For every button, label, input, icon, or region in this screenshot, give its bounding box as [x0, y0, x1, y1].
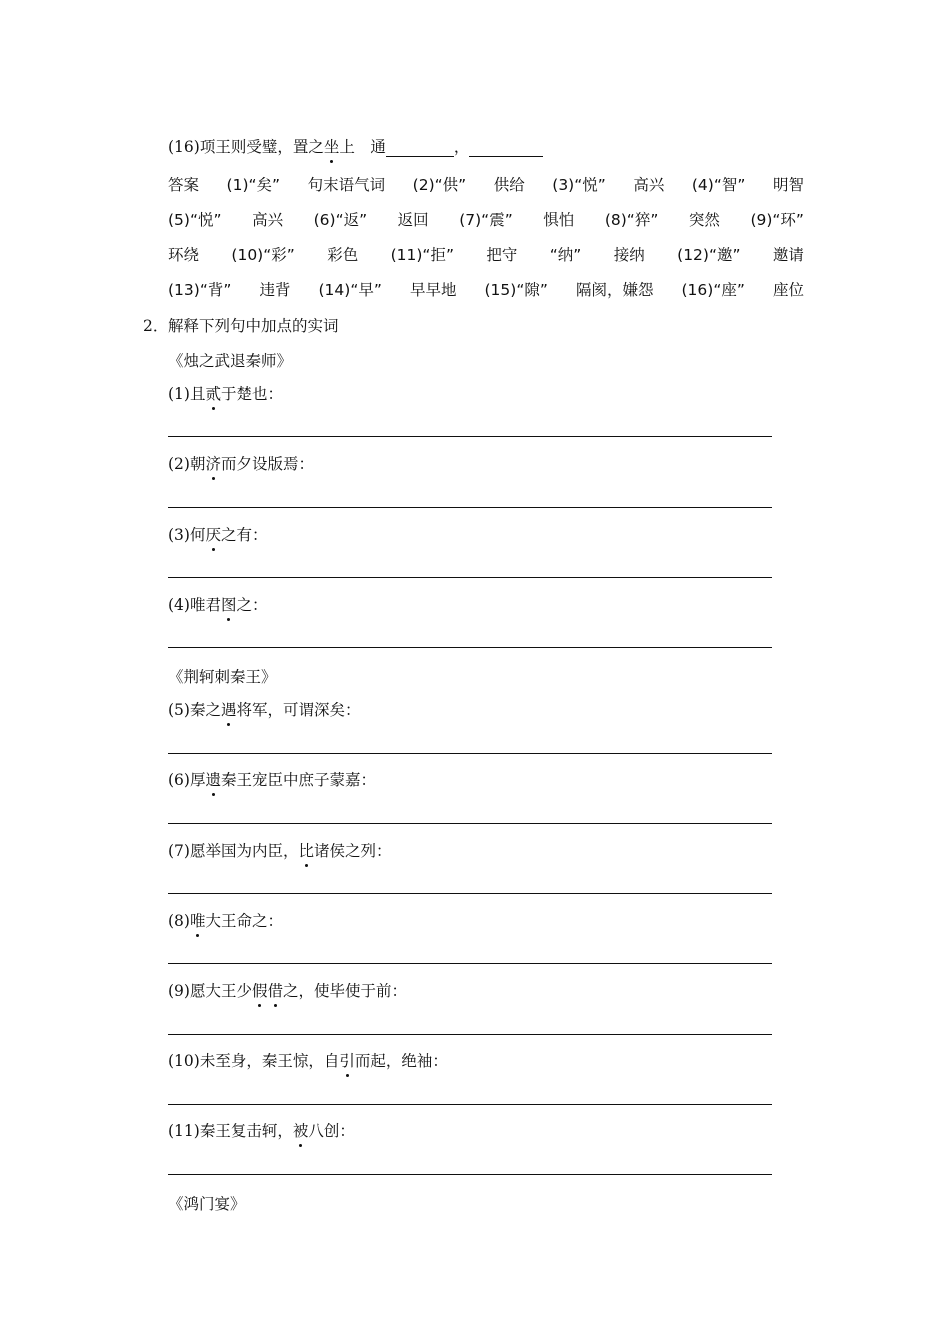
answer-item: 把守 — [486, 246, 518, 264]
question-text-pre: (3)何 — [168, 526, 206, 544]
answer-item: (5)“悦” — [168, 211, 222, 229]
dotted-char: 唯 — [189, 912, 206, 930]
answer-line[interactable] — [168, 963, 772, 964]
group-title: 《烛之武退秦师》 — [168, 352, 293, 370]
answer-line[interactable] — [168, 823, 772, 824]
question-text-post: 诸侯之列： — [313, 842, 392, 860]
dotted-char: 遗 — [205, 771, 221, 789]
group-title: 《鸿门宴》 — [168, 1195, 246, 1213]
section-2-number: 2． — [143, 317, 169, 335]
question-text-pre: (8) — [168, 912, 190, 930]
dotted-char: 借 — [267, 982, 283, 1000]
answer-item: 高兴 — [252, 211, 284, 229]
answer-line[interactable] — [168, 893, 772, 894]
answer-item: (2)“供” — [412, 176, 467, 194]
question-item — [168, 700, 361, 720]
question-text-pre: (1)且 — [168, 385, 206, 403]
answer-item: 早早地 — [409, 281, 457, 299]
dotted-char: 贰 — [205, 385, 221, 403]
group-title: 《荆轲刺秦王》 — [168, 668, 277, 686]
question-16 — [168, 137, 543, 157]
answer-item: 供给 — [493, 176, 525, 194]
answer-item: 明智 — [772, 176, 804, 194]
answer-item: 邀请 — [772, 246, 804, 264]
section-2-title: 解释下列句中加点的实词 — [168, 317, 339, 335]
answer-item: 惧怕 — [543, 211, 575, 229]
question-item — [168, 525, 268, 545]
answer-row-3 — [168, 245, 804, 265]
question-text-pre: (6)厚 — [168, 771, 206, 789]
answer-item: (9)“环” — [750, 211, 804, 229]
dotted-char: 遇 — [220, 701, 237, 719]
question-item — [168, 841, 392, 861]
answer-item: “纳” — [549, 246, 582, 264]
answer-line[interactable] — [168, 1104, 772, 1105]
answer-item: 返回 — [397, 211, 429, 229]
answer-item: (4)“智” — [691, 176, 746, 194]
question-text-post: 之： — [236, 596, 268, 614]
answer-item: 高兴 — [633, 176, 665, 194]
question-text-pre: (10)未至身，秦王惊，自 — [168, 1052, 340, 1070]
question-text-pre: (7)愿举国为内臣， — [168, 842, 299, 860]
answer-line[interactable] — [168, 753, 772, 754]
question-text-pre: (4)唯君 — [168, 596, 221, 614]
question-text-post: 八创： — [308, 1122, 355, 1140]
dotted-char: 厌 — [205, 526, 221, 544]
answer-item: 突然 — [688, 211, 720, 229]
question-text-post: 秦王宠臣中庶子蒙嘉： — [220, 771, 376, 789]
question-item — [168, 1121, 355, 1141]
answer-line[interactable] — [168, 436, 772, 437]
question-item — [168, 981, 407, 1001]
answer-item: 接纳 — [613, 246, 645, 264]
answer-item: (11)“拒” — [390, 246, 454, 264]
answer-item: (14)“早” — [318, 281, 382, 299]
question-text-post: 将军，可谓深矣： — [236, 701, 361, 719]
answer-item: (7)“震” — [459, 211, 513, 229]
answer-line[interactable] — [168, 577, 772, 578]
dotted-char: 被 — [292, 1122, 309, 1140]
question-item — [168, 770, 376, 790]
answer-item: 隔阂，嫌怨 — [575, 281, 654, 299]
q16-blank-2[interactable] — [469, 140, 543, 157]
answer-item: 违背 — [259, 281, 291, 299]
answer-item: (8)“猝” — [604, 211, 659, 229]
answer-row-2 — [168, 210, 804, 230]
dotted-char: 比 — [298, 842, 314, 860]
question-text-post: 于楚也： — [220, 385, 283, 403]
answer-item: (10)“彩” — [231, 246, 295, 264]
question-text-pre: (11)秦王复击轲， — [168, 1122, 293, 1140]
question-item — [168, 595, 268, 615]
question-text-post: 大王命之： — [205, 912, 283, 930]
answer-item: (16)“座” — [681, 281, 745, 299]
answer-item: 彩色 — [327, 246, 359, 264]
answer-line[interactable] — [168, 647, 772, 648]
dotted-char: 引 — [339, 1052, 355, 1070]
q16-separator: ， — [453, 138, 470, 156]
question-text-pre: (2)朝 — [168, 455, 206, 473]
question-text-post: 之，使毕使于前： — [283, 982, 408, 1000]
answer-item: (13)“背” — [168, 281, 232, 299]
answer-item: (12)“邀” — [677, 246, 741, 264]
answer-line[interactable] — [168, 1174, 772, 1175]
answer-line[interactable] — [168, 507, 772, 508]
answer-item: (6)“返” — [313, 211, 368, 229]
q16-blank-1[interactable] — [386, 140, 454, 157]
answer-line[interactable] — [168, 1034, 772, 1035]
dotted-char: 假 — [251, 982, 268, 1000]
q16-dotted-char: 坐 — [323, 138, 340, 156]
answer-item: 环绕 — [168, 246, 200, 264]
question-text-post: 之有： — [220, 526, 268, 544]
answer-row-1 — [168, 175, 804, 195]
q16-text-pre: (16)项王则受璧，置之 — [168, 138, 324, 156]
answer-label: 答案 — [168, 176, 200, 194]
q16-text-post: 上 通 — [339, 138, 386, 156]
answer-item: (1)“矣” — [226, 176, 281, 194]
answer-item: (15)“隙” — [484, 281, 548, 299]
question-item — [168, 384, 283, 404]
question-text-pre: (9)愿大王少 — [168, 982, 252, 1000]
question-text-post: 而起，绝袖： — [354, 1052, 448, 1070]
dotted-char: 济 — [205, 455, 221, 473]
answer-item: 句末语气词 — [307, 176, 386, 194]
question-text-pre: (5)秦之 — [168, 701, 221, 719]
answer-item: 座位 — [772, 281, 804, 299]
question-item — [168, 454, 314, 474]
answer-row-4 — [168, 280, 804, 300]
question-text-post: 而夕设版焉： — [220, 455, 314, 473]
answer-item: (3)“悦” — [552, 176, 606, 194]
question-item — [168, 911, 283, 931]
dotted-char: 图 — [220, 596, 237, 614]
question-item — [168, 1051, 448, 1071]
